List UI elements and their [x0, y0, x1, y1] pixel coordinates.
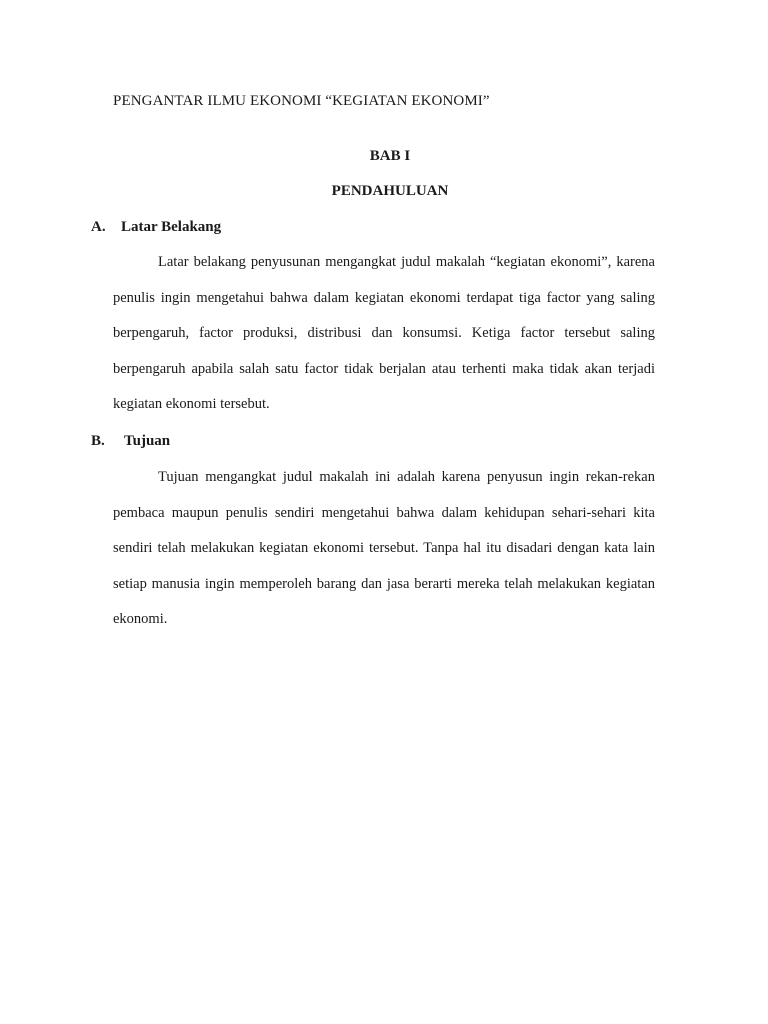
section-paragraph-tujuan: Tujuan mengangkat judul makalah ini adalah karena penyusun ingin rekan-rekan pembaca maupun penulis sendiri mengetahui bahwa dalam kehidupan sehari-sehari kita sendiri telah melakukan kegiatan ekonomi tersebut. Tanpa hal itu disadari dengan kata lain setiap manusia ingin memperoleh barang dan jasa berarti mereka telah melakukan kegiatan ekonomi. — [113, 469, 655, 627]
section-heading-latar-belakang — [91, 219, 221, 236]
section-heading-text: Tujuan — [124, 433, 171, 449]
section-paragraph-latar-belakang: Latar belakang penyusunan mengangkat judul makalah “kegiatan ekonomi”, karena penulis ingin mengetahui bahwa dalam kegiatan ekonomi terdapat tiga factor yang saling berpengaruh, factor produksi, distribusi dan konsumsi. Ketiga factor tersebut saling berpengaruh apabila salah satu factor tidak berjalan atau terhenti maka tidak akan terjadi kegiatan ekonomi tersebut. — [113, 254, 655, 412]
section-heading-text: Latar Belakang — [121, 219, 222, 235]
section-marker: A. — [91, 219, 106, 235]
section-marker: B. — [91, 433, 105, 449]
chapter-title: PENDAHULUAN — [331, 183, 449, 199]
chapter-number: BAB I — [369, 148, 411, 164]
document-title: PENGANTAR ILMU EKONOMI “KEGIATAN EKONOMI” — [113, 93, 490, 109]
section-heading-tujuan — [91, 433, 170, 450]
